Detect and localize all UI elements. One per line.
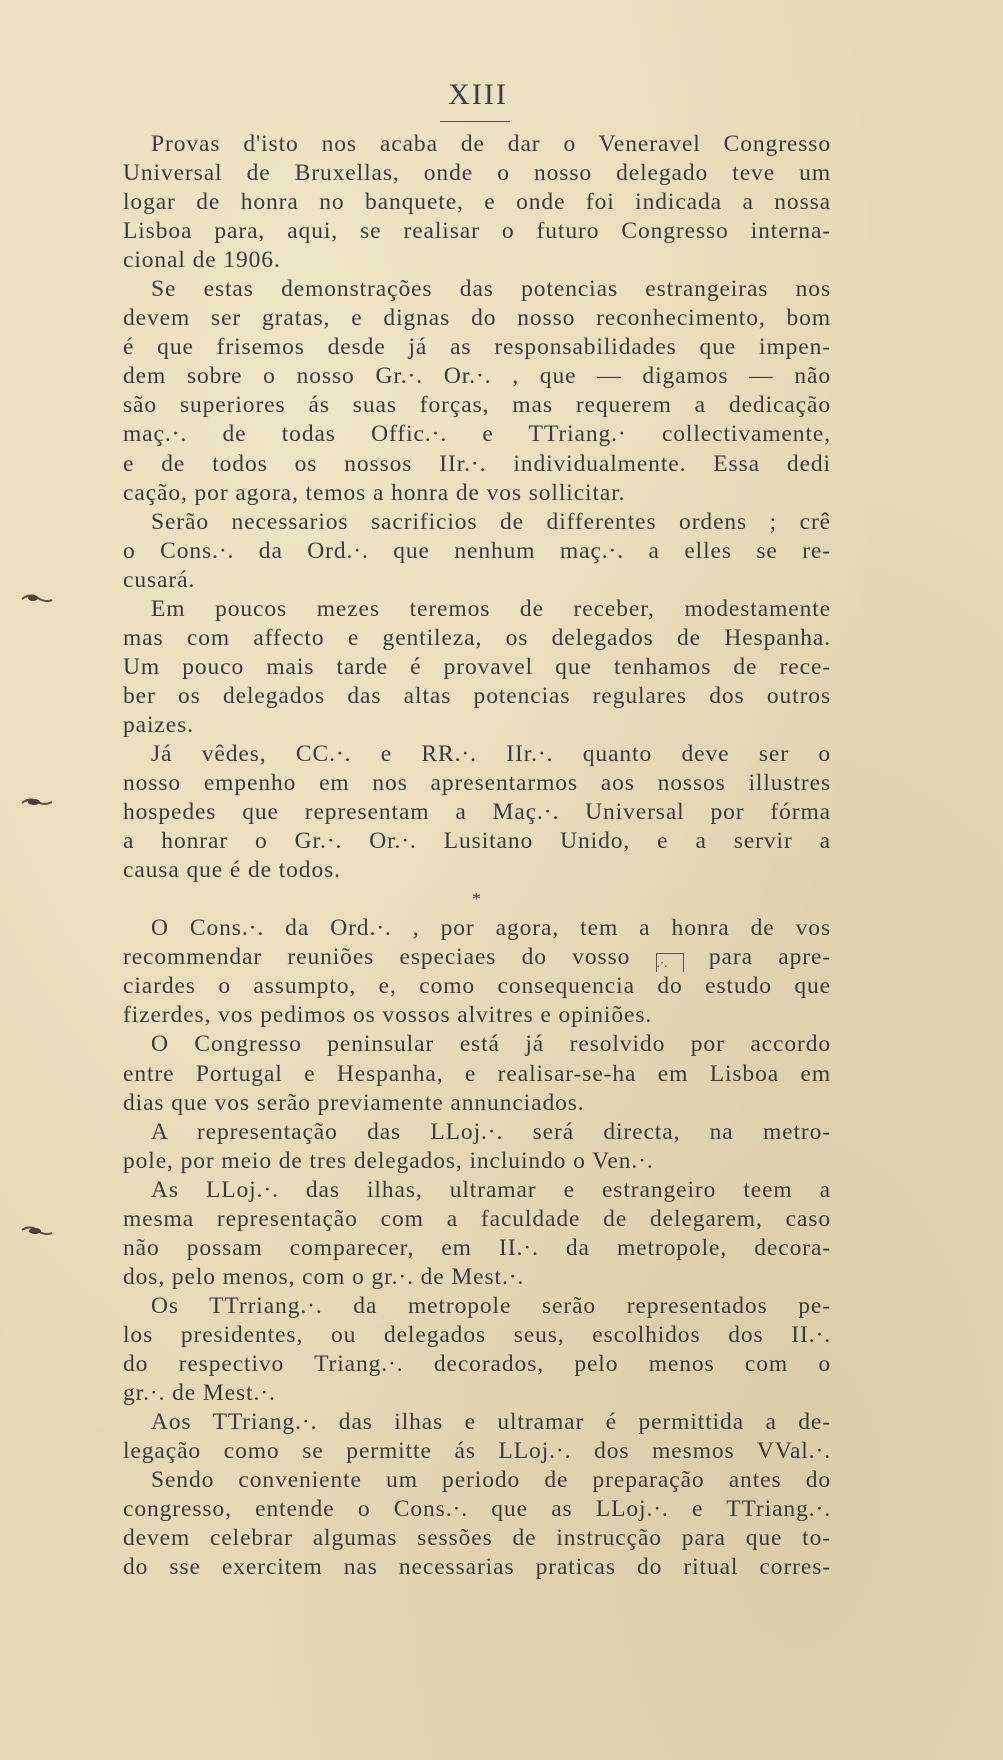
text-line [123, 1437, 831, 1466]
text-line [123, 1147, 831, 1176]
text-line [123, 943, 831, 972]
text-line [123, 1234, 831, 1263]
text-line [123, 1205, 831, 1234]
text-line [123, 217, 831, 246]
text-line [123, 914, 831, 943]
text-line [123, 1553, 831, 1582]
text-line [123, 624, 831, 653]
text-line-content: mesma representação com a faculdade de delegarem, caso [123, 1205, 831, 1232]
text-line [123, 740, 831, 769]
body-text [123, 130, 831, 1582]
text-line [123, 450, 831, 479]
text-line [123, 972, 831, 1001]
text-line-content: paizes. [123, 711, 194, 738]
text-line [123, 798, 831, 827]
text-line-content: hospedes que representam a Maç.·. Universal por fórma [123, 799, 831, 826]
text-line-content: ciardes o assumpto, e, como consequencia do estudo que [123, 973, 831, 1000]
text-line-content: Um pouco mais tarde é provavel que tenhamos de rece- [123, 653, 831, 680]
page-number: XIII [448, 78, 508, 111]
text-line [123, 1089, 831, 1118]
text-line [123, 885, 831, 914]
text-line [123, 1001, 831, 1030]
text-line-content: dos, pelo menos, com o gr.·. de Mest.·. [123, 1263, 525, 1290]
text-line-content: Se estas demonstrações das potencias estrangeiras nos [151, 276, 831, 303]
text-line-content: são superiores ás suas forças, mas requerem a dedicação [123, 392, 831, 419]
text-line [123, 653, 831, 682]
text-line [123, 304, 831, 333]
text-line-content: fizerdes, vos pedimos os vossos alvitres e opiniões. [123, 1002, 653, 1029]
text-line-content: legação como se permitte ás LLoj.·. dos mesmos VVal.·. [123, 1438, 831, 1465]
text-line [123, 159, 831, 188]
text-line [123, 1466, 831, 1495]
text-line-content: O Cons.·. da Ord.·. , por agora, tem a honra de vos [151, 915, 831, 942]
text-line-content: não possam comparecer, em II.·. da metropole, decora- [123, 1234, 831, 1261]
text-line [123, 566, 831, 595]
text-line-content: Aos TTriang.·. das ilhas e ultramar é permittida a de- [151, 1409, 831, 1436]
text-line-content: a honrar o Gr.·. Or.·. Lusitano Unido, e a servir a [123, 828, 831, 855]
text-line [123, 188, 831, 217]
text-line-content: devem celebrar algumas sessões de instrucção para que to- [123, 1525, 831, 1552]
text-line-content: Os TTrriang.·. da metropole serão representados pe- [151, 1292, 831, 1319]
text-line-content: nosso empenho em nos apresentarmos aos nossos illustres [123, 770, 831, 797]
text-line-content: A representação das LLoj.·. será directa, na metro- [151, 1118, 831, 1145]
text-line-content: pole, por meio de tres delegados, incluindo o Ven.·. [123, 1147, 654, 1174]
text-line [123, 827, 831, 856]
text-line [123, 246, 831, 275]
text-line [123, 1060, 831, 1089]
text-line [123, 769, 831, 798]
text-line-content: dias que vos serão previamente annunciados. [123, 1089, 585, 1116]
text-line-content: Serão necessarios sacrificios de differentes ordens ; crê [151, 508, 831, 535]
page-number-rule [440, 121, 510, 122]
text-line [123, 711, 831, 740]
text-line-content: cional de 1906. [123, 247, 281, 274]
text-line [123, 479, 831, 508]
text-line [123, 1176, 831, 1205]
text-line-content: logar de honra no banquete, e onde foi indicada a nossa [123, 189, 831, 216]
text-line-content: gr.·. de Mest.·. [123, 1380, 276, 1407]
text-line-content: mas com affecto e gentileza, os delegados de Hespanha. [123, 624, 831, 651]
text-line-content: causa que é de todos. [123, 857, 341, 884]
text-line [123, 391, 831, 420]
text-line [123, 1495, 831, 1524]
text-line-content: é que frisemos desde já as responsabilidades que impen- [123, 334, 831, 361]
text-line-content: o Cons.·. da Ord.·. que nenhum maç.·. a elles se re- [123, 537, 831, 564]
text-line [123, 856, 831, 885]
text-line-content: As LLoj.·. das ilhas, ultramar e estrangeiro teem a [151, 1176, 831, 1203]
text-line [123, 275, 831, 304]
text-line [123, 420, 831, 449]
text-line-content: recommendar reuniões especiaes do vosso [123, 944, 631, 971]
text-line-content: Em poucos mezes teremos de receber, modestamente [151, 595, 831, 622]
text-line [123, 333, 831, 362]
text-line-content: entre Portugal e Hespanha, e realisar-se-ha em Lisboa em [123, 1060, 831, 1087]
text-line-content: dem sobre o nosso Gr.·. Or.·. , que — digamos — não [123, 363, 831, 390]
text-line [123, 1292, 831, 1321]
text-line [123, 1524, 831, 1553]
text-line [123, 1321, 831, 1350]
text-line-content: e de todos os nossos IIr.·. individualmente. Essa dedi [123, 450, 831, 477]
text-line-content: Universal de Bruxellas, onde o nosso delegado teve um [123, 160, 831, 187]
text-line [123, 1408, 831, 1437]
text-line-content: cusará. [123, 566, 196, 593]
text-line [123, 130, 831, 159]
text-line-content: do sse exercitem nas necessarias praticas do ritual corres- [123, 1554, 831, 1581]
text-line [123, 1118, 831, 1147]
text-line-content: Sendo conveniente um periodo de preparação antes do [151, 1467, 831, 1494]
text-line [123, 537, 831, 566]
text-line [123, 362, 831, 391]
text-line-content: Lisboa para, aqui, se realisar o futuro Congresso interna- [123, 218, 831, 245]
text-line [123, 682, 831, 711]
margin-mark [20, 1224, 54, 1238]
text-line [123, 1030, 831, 1059]
margin-mark [20, 592, 54, 606]
text-line-content: cação, por agora, temos a honra de vos sollicitar. [123, 479, 626, 506]
text-line-content: maç.·. de todas Offic.·. e TTriang.· collectivamente, [123, 421, 831, 448]
text-line-content: Provas d'isto nos acaba de dar o Veneravel Congresso [151, 131, 831, 157]
text-line [123, 595, 831, 624]
text-line [123, 1263, 831, 1292]
text-line [123, 508, 831, 537]
text-line-content: O Congresso peninsular está já resolvido por accordo [151, 1031, 831, 1058]
text-line-content: ber os delegados das altas potencias regulares dos outros [123, 682, 831, 709]
text-line-content: devem ser gratas, e dignas do nosso reconhecimento, bom [123, 305, 831, 332]
lodge-symbol-box: .·. [656, 953, 684, 972]
text-line [123, 1350, 831, 1379]
text-line-content: Já vêdes, CC.·. e RR.·. IIr.·. quanto deve ser o [151, 740, 831, 767]
text-line-content: do respectivo Triang.·. decorados, pelo menos com o [123, 1350, 831, 1377]
text-line-continuation: para apre- [708, 944, 831, 971]
text-line-content: los presidentes, ou delegados seus, escolhidos dos II.·. [123, 1321, 831, 1348]
text-line-content: * [472, 889, 482, 910]
margin-mark [20, 795, 54, 809]
text-line-content: congresso, entende o Cons.·. que as LLoj.·. e TTriang.·. [123, 1496, 831, 1523]
text-line [123, 1379, 831, 1408]
